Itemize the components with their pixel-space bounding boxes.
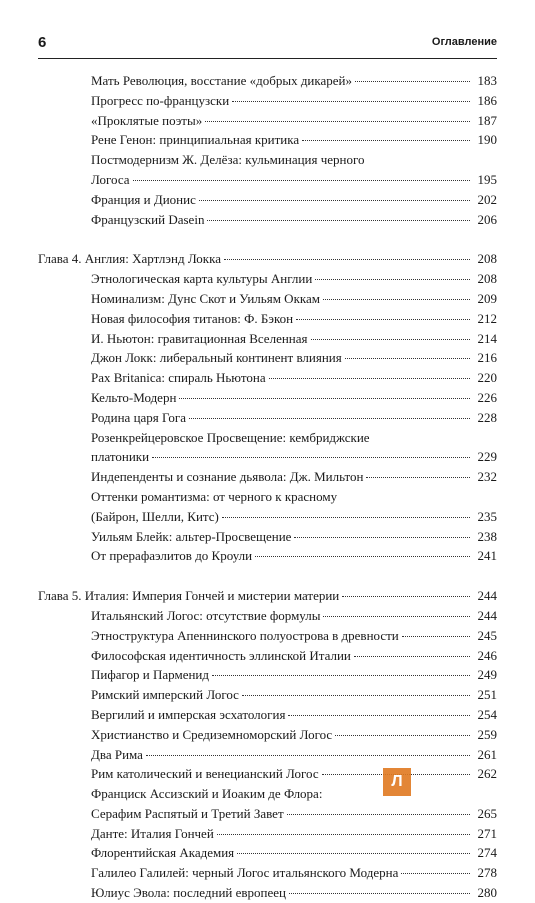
entry-title: Рене Генон: принципиальная критика	[91, 130, 299, 150]
dot-leader	[146, 755, 470, 756]
entry-page-number: 220	[477, 370, 497, 386]
dot-leader	[133, 180, 470, 181]
dot-leader	[315, 279, 470, 280]
toc-section	[0, 249, 535, 566]
entry-page-number: 190	[477, 132, 497, 148]
entry-title: Новая философия титанов: Ф. Бэкон	[91, 309, 293, 329]
entry-page-number: 228	[477, 409, 497, 425]
entry-title: Галилео Галилей: черный Логос итальянского Модерна	[91, 863, 398, 883]
entry-page-number: 206	[477, 211, 497, 227]
toc-entry	[0, 527, 535, 547]
entry-page-number: 261	[477, 746, 497, 762]
dot-leader	[323, 299, 470, 300]
entry-page-number: 280	[477, 885, 497, 901]
dot-leader	[199, 200, 470, 201]
entry-title: Флорентийская Академия	[91, 843, 234, 863]
entry-page-number: 259	[477, 726, 497, 742]
entry-title: Два Рима	[91, 745, 143, 765]
toc-entry	[0, 368, 535, 388]
dot-leader	[152, 457, 470, 458]
toc-entry	[0, 705, 535, 725]
dot-leader	[294, 537, 470, 538]
entry-page-number: 216	[477, 350, 497, 366]
entry-title: Pax Britanica: спираль Ньютона	[91, 368, 266, 388]
entry-title: Христианство и Средиземноморский Логос	[91, 725, 332, 745]
toc-entry	[0, 606, 535, 626]
dot-leader	[217, 834, 470, 835]
toc-entry	[0, 784, 535, 824]
toc-entry	[0, 348, 535, 368]
dot-leader	[212, 675, 470, 676]
dot-leader	[288, 715, 470, 716]
dot-leader	[224, 259, 470, 260]
entry-page-number: 238	[477, 528, 497, 544]
dot-leader	[287, 814, 470, 815]
entry-title: Этноструктура Апеннинского полуострова в древности	[91, 626, 399, 646]
dot-leader	[242, 695, 470, 696]
header-rule	[38, 58, 497, 59]
toc-entry	[0, 130, 535, 150]
dot-leader	[179, 398, 470, 399]
entry-title: Данте: Италия Гончей	[91, 824, 214, 844]
entry-title: Юлиус Эвола: последний европеец	[91, 883, 286, 903]
toc-entry	[0, 467, 535, 487]
entry-title: Пифагор и Парменид	[91, 665, 209, 685]
dot-leader	[354, 656, 470, 657]
chapter-heading	[0, 586, 535, 606]
toc-entry	[0, 408, 535, 428]
entry-page-number: 246	[477, 647, 497, 663]
entry-title: И. Ньютон: гравитационная Вселенная	[91, 329, 308, 349]
dot-leader	[311, 339, 471, 340]
entry-title: Вергилий и имперская эсхатология	[91, 705, 285, 725]
dot-leader	[255, 556, 470, 557]
entry-title: От прерафаэлитов до Кроули	[91, 546, 252, 566]
entry-page-number: 244	[477, 588, 497, 604]
entry-page-number: 209	[477, 290, 497, 306]
toc-entry	[0, 646, 535, 666]
toc-entry	[0, 388, 535, 408]
entry-title: Кельто-Модерн	[91, 388, 176, 408]
table-of-contents	[0, 71, 535, 903]
entry-title: Индепенденты и сознание дьявола: Дж. Мильтон	[91, 467, 363, 487]
toc-section	[0, 71, 535, 229]
toc-entry	[0, 764, 535, 784]
toc-entry	[0, 665, 535, 685]
entry-title-line: Розенкрейцеровское Просвещение: кембриджские	[91, 429, 370, 445]
dot-leader	[237, 853, 470, 854]
toc-entry	[0, 863, 535, 883]
entry-title: Уильям Блейк: альтер-Просвещение	[91, 527, 291, 547]
dot-leader	[323, 616, 470, 617]
dot-leader	[222, 517, 470, 518]
dot-leader	[232, 101, 470, 102]
toc-entry	[0, 883, 535, 903]
toc-section	[0, 586, 535, 903]
entry-page-number: 232	[477, 469, 497, 485]
entry-page-number: 235	[477, 508, 497, 524]
toc-entry	[0, 428, 535, 468]
entry-title: (Байрон, Шелли, Китс)	[91, 507, 219, 527]
toc-entry	[0, 269, 535, 289]
entry-page-number: 214	[477, 330, 497, 346]
dot-leader	[289, 893, 470, 894]
toc-entry	[0, 309, 535, 329]
toc-entry	[0, 190, 535, 210]
entry-title-line: Постмодернизм Ж. Делёза: кульминация черного	[91, 152, 365, 168]
entry-title: Римский имперский Логос	[91, 685, 239, 705]
entry-title-line: Франциск Ассизский и Иоаким де Флора:	[91, 786, 323, 802]
entry-title: Серафим Распятый и Третий Завет	[91, 804, 284, 824]
entry-title: Джон Локк: либеральный континент влияния	[91, 348, 342, 368]
entry-page-number: 208	[477, 251, 497, 267]
entry-title: Логоса	[91, 170, 130, 190]
publisher-logo-icon: Л	[383, 768, 411, 796]
toc-entry	[0, 71, 535, 91]
toc-entry	[0, 487, 535, 527]
dot-leader	[401, 873, 470, 874]
entry-title: Глава 4. Англия: Хартлэнд Локка	[38, 249, 221, 269]
toc-entry	[0, 329, 535, 349]
entry-page-number: 265	[477, 805, 497, 821]
toc-entry	[0, 91, 535, 111]
toc-entry	[0, 289, 535, 309]
dot-leader	[402, 636, 470, 637]
entry-page-number: 278	[477, 865, 497, 881]
toc-entry	[0, 111, 535, 131]
entry-page-number: 249	[477, 667, 497, 683]
dot-leader	[302, 140, 470, 141]
toc-entry	[0, 725, 535, 745]
entry-title: Франция и Дионис	[91, 190, 196, 210]
toc-entry	[0, 150, 535, 190]
dot-leader	[335, 735, 470, 736]
entry-page-number: 226	[477, 389, 497, 405]
entry-title: «Проклятые поэты»	[91, 111, 202, 131]
entry-page-number: 251	[477, 687, 497, 703]
entry-title: Французский Dasein	[91, 210, 204, 230]
dot-leader	[207, 220, 470, 221]
entry-page-number: 244	[477, 607, 497, 623]
dot-leader	[189, 418, 470, 419]
entry-title: Этнологическая карта культуры Англии	[91, 269, 312, 289]
page-number: 6	[38, 34, 47, 51]
toc-entry	[0, 745, 535, 765]
entry-page-number: 245	[477, 627, 497, 643]
entry-page-number: 186	[477, 92, 497, 108]
running-header-title: Оглавление	[431, 36, 497, 48]
entry-page-number: 254	[477, 706, 497, 722]
toc-entry	[0, 824, 535, 844]
entry-page-number: 212	[477, 310, 497, 326]
toc-entry	[0, 843, 535, 863]
dot-leader	[355, 81, 470, 82]
entry-page-number: 262	[477, 766, 497, 782]
toc-entry	[0, 685, 535, 705]
entry-page-number: 274	[477, 845, 497, 861]
entry-title: Итальянский Логос: отсутствие формулы	[91, 606, 320, 626]
entry-page-number: 208	[477, 271, 497, 287]
entry-title: Рим католический и венецианский Логос	[91, 764, 319, 784]
entry-page-number: 241	[477, 548, 497, 564]
entry-title: Родина царя Гога	[91, 408, 186, 428]
entry-page-number: 187	[477, 112, 497, 128]
dot-leader	[269, 378, 470, 379]
toc-entry	[0, 626, 535, 646]
dot-leader	[296, 319, 470, 320]
entry-page-number: 229	[477, 449, 497, 465]
dot-leader	[205, 121, 470, 122]
entry-page-number: 271	[477, 825, 497, 841]
entry-page-number: 183	[477, 73, 497, 88]
entry-title: Прогресс по-французски	[91, 91, 229, 111]
entry-title: Мать Революция, восстание «добрых дикарей»	[91, 71, 352, 91]
entry-title: Философская идентичность эллинской Италии	[91, 646, 351, 666]
entry-page-number: 195	[477, 171, 497, 187]
entry-title-line: Оттенки романтизма: от черного к красному	[91, 488, 338, 504]
dot-leader	[366, 477, 470, 478]
entry-title: Глава 5. Италия: Империя Гончей и мистерии материи	[38, 586, 339, 606]
entry-page-number: 202	[477, 191, 497, 207]
dot-leader	[342, 596, 470, 597]
entry-title: Номинализм: Дунс Скот и Уильям Оккам	[91, 289, 320, 309]
entry-title: платоники	[91, 447, 149, 467]
toc-entry	[0, 210, 535, 230]
chapter-heading	[0, 249, 535, 269]
dot-leader	[345, 358, 470, 359]
toc-entry	[0, 546, 535, 566]
